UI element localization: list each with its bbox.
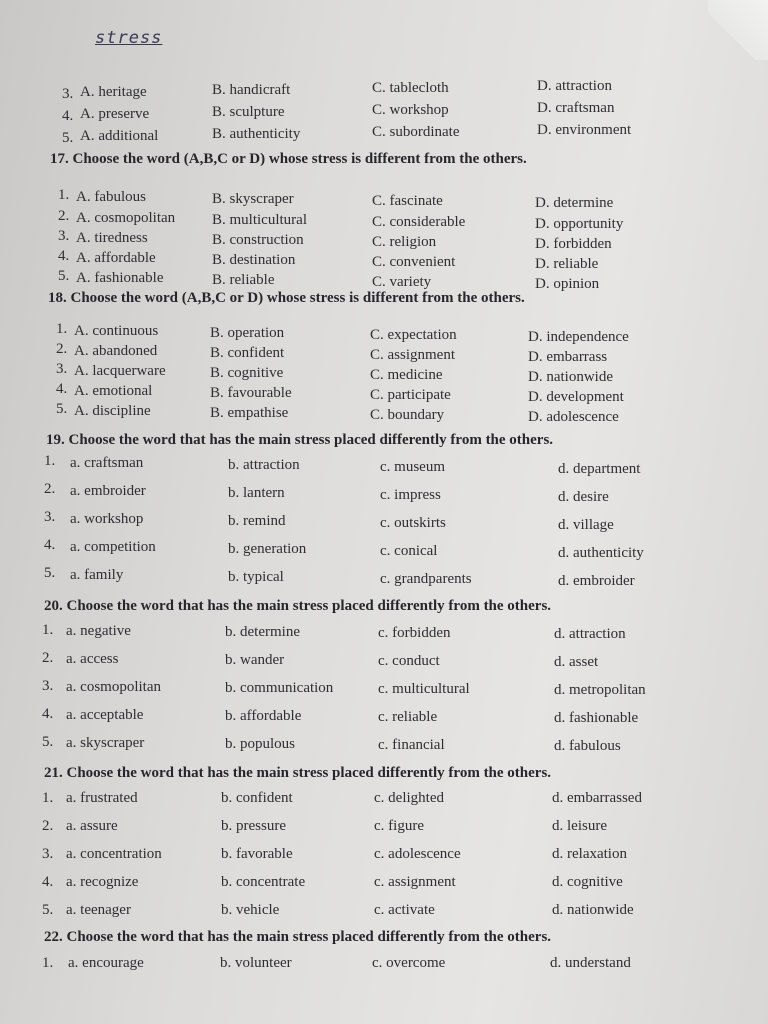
option-d: d. village bbox=[558, 517, 614, 533]
option-b: b. favorable bbox=[221, 846, 293, 862]
question-number: 2. bbox=[56, 341, 68, 357]
option-b: B. reliable bbox=[212, 272, 275, 288]
question-number: 1. bbox=[42, 790, 54, 806]
question-row bbox=[0, 228, 768, 252]
option-b: b. populous bbox=[225, 736, 296, 752]
option-d: D. development bbox=[528, 389, 624, 405]
option-b: b. concentrate bbox=[221, 874, 306, 890]
question-number: 3. bbox=[42, 678, 54, 694]
option-d: d. cognitive bbox=[552, 874, 623, 890]
question-number: 5. bbox=[62, 130, 74, 146]
question-number: 5. bbox=[42, 734, 54, 750]
option-a: a. teenager bbox=[66, 902, 131, 918]
option-b: B. handicraft bbox=[212, 82, 291, 98]
question-row bbox=[0, 565, 768, 589]
option-c: C. religion bbox=[372, 234, 437, 250]
option-b: B. authenticity bbox=[212, 126, 301, 142]
option-a: a. recognize bbox=[66, 874, 139, 890]
option-a: A. additional bbox=[80, 128, 159, 144]
option-c: C. tablecloth bbox=[372, 80, 449, 96]
option-b: b. determine bbox=[225, 624, 300, 640]
option-b: B. construction bbox=[212, 232, 304, 248]
option-a: A. fabulous bbox=[76, 189, 146, 205]
question-row bbox=[0, 818, 768, 838]
question-number: 2. bbox=[44, 481, 56, 497]
question-number: 3. bbox=[56, 361, 68, 377]
option-a: a. concentration bbox=[66, 846, 162, 862]
option-b: B. sculpture bbox=[212, 104, 285, 120]
option-d: d. asset bbox=[554, 654, 599, 670]
option-d: D. attraction bbox=[537, 78, 612, 94]
question-row bbox=[0, 846, 768, 866]
question-number: 3. bbox=[58, 228, 70, 244]
option-b: b. attraction bbox=[228, 457, 300, 473]
question-number: 5. bbox=[58, 268, 70, 284]
option-c: C. subordinate bbox=[372, 124, 460, 140]
option-a: a. skyscraper bbox=[66, 735, 145, 751]
question-number: 3. bbox=[44, 509, 56, 525]
option-c: c. outskirts bbox=[380, 515, 446, 531]
question-row bbox=[0, 678, 768, 698]
section-heading: 20. Choose the word that has the main stress placed differently from the others. bbox=[44, 598, 552, 614]
question-number: 2. bbox=[42, 650, 54, 666]
option-d: d. desire bbox=[558, 489, 609, 505]
section-heading: 22. Choose the word that has the main stress placed differently from the others. bbox=[44, 929, 552, 945]
question-row bbox=[0, 509, 768, 533]
option-c: C. workshop bbox=[372, 102, 449, 118]
question-row bbox=[0, 361, 768, 385]
question-row bbox=[0, 706, 768, 726]
option-a: a. encourage bbox=[68, 955, 144, 971]
option-a: a. family bbox=[70, 567, 124, 583]
option-a: a. negative bbox=[66, 623, 131, 639]
question-row bbox=[0, 381, 768, 405]
option-d: d. attraction bbox=[554, 626, 626, 642]
option-c: c. assignment bbox=[374, 874, 456, 890]
question-row bbox=[0, 321, 768, 345]
question-row bbox=[0, 248, 768, 272]
question-row bbox=[0, 122, 768, 150]
option-a: A. emotional bbox=[74, 383, 153, 399]
option-c: C. expectation bbox=[370, 327, 457, 343]
option-c: c. museum bbox=[380, 459, 445, 475]
option-c: c. multicultural bbox=[378, 681, 470, 697]
question-number: 4. bbox=[44, 537, 56, 553]
option-d: d. fashionable bbox=[554, 710, 639, 726]
question-number: 1. bbox=[44, 453, 56, 469]
question-row bbox=[0, 453, 768, 477]
question-row bbox=[0, 650, 768, 670]
handwritten-note: stress bbox=[95, 28, 163, 48]
question-row bbox=[0, 955, 768, 975]
option-d: D. reliable bbox=[535, 256, 599, 272]
option-b: B. favourable bbox=[210, 385, 292, 401]
question-row bbox=[0, 902, 768, 922]
option-b: b. typical bbox=[228, 569, 284, 585]
question-number: 2. bbox=[58, 208, 70, 224]
option-a: A. tiredness bbox=[76, 230, 148, 246]
option-a: a. access bbox=[66, 651, 119, 667]
question-number: 3. bbox=[62, 86, 74, 102]
option-b: b. affordable bbox=[225, 708, 302, 724]
option-c: c. grandparents bbox=[380, 571, 472, 587]
option-d: D. determine bbox=[535, 195, 614, 211]
option-d: D. opportunity bbox=[535, 216, 624, 232]
option-a: A. discipline bbox=[74, 403, 151, 419]
question-number: 1. bbox=[58, 187, 70, 203]
option-c: c. adolescence bbox=[374, 846, 461, 862]
option-a: A. affordable bbox=[76, 250, 156, 266]
option-d: d. leisure bbox=[552, 818, 607, 834]
question-row bbox=[0, 208, 768, 232]
question-row bbox=[0, 537, 768, 561]
option-c: C. assignment bbox=[370, 347, 455, 363]
option-d: d. authenticity bbox=[558, 545, 644, 561]
question-row bbox=[0, 790, 768, 810]
option-a: a. workshop bbox=[70, 511, 144, 527]
option-d: d. relaxation bbox=[552, 846, 627, 862]
option-a: a. craftsman bbox=[70, 455, 144, 471]
question-row bbox=[0, 187, 768, 211]
option-c: C. boundary bbox=[370, 407, 445, 423]
option-d: d. nationwide bbox=[552, 902, 634, 918]
option-c: c. activate bbox=[374, 902, 435, 918]
option-b: B. destination bbox=[212, 252, 296, 268]
question-row bbox=[0, 622, 768, 642]
option-b: b. wander bbox=[225, 652, 285, 668]
section-heading: 18. Choose the word (A,B,C or D) whose stress is different from the others. bbox=[48, 290, 525, 306]
option-d: d. fabulous bbox=[554, 738, 621, 754]
option-d: D. adolescence bbox=[528, 409, 619, 425]
question-number: 4. bbox=[58, 248, 70, 264]
option-c: c. financial bbox=[378, 737, 445, 753]
option-d: d. embroider bbox=[558, 573, 635, 589]
option-b: B. confident bbox=[210, 345, 285, 361]
question-row bbox=[0, 734, 768, 754]
option-b: b. communication bbox=[225, 680, 334, 696]
question-number: 5. bbox=[42, 902, 54, 918]
option-a: A. lacquerware bbox=[74, 363, 166, 379]
option-d: d. metropolitan bbox=[554, 682, 646, 698]
option-b: B. cognitive bbox=[210, 365, 284, 381]
option-d: d. embarrassed bbox=[552, 790, 642, 806]
option-a: A. preserve bbox=[80, 106, 150, 122]
option-c: C. participate bbox=[370, 387, 451, 403]
option-c: c. overcome bbox=[372, 955, 446, 971]
option-c: c. conduct bbox=[378, 653, 440, 669]
option-a: a. frustrated bbox=[66, 790, 138, 806]
option-d: D. craftsman bbox=[537, 100, 615, 116]
question-row bbox=[0, 874, 768, 894]
option-c: c. conical bbox=[380, 543, 438, 559]
section-heading: 19. Choose the word that has the main stress placed differently from the others. bbox=[46, 432, 554, 448]
option-b: B. skyscraper bbox=[212, 191, 294, 207]
option-c: c. delighted bbox=[374, 790, 444, 806]
option-a: a. cosmopolitan bbox=[66, 679, 161, 695]
question-row bbox=[0, 341, 768, 365]
question-number: 4. bbox=[56, 381, 68, 397]
question-number: 4. bbox=[42, 874, 54, 890]
option-b: b. vehicle bbox=[221, 902, 280, 918]
option-b: B. multicultural bbox=[212, 212, 307, 228]
option-d: D. independence bbox=[528, 329, 629, 345]
option-c: c. reliable bbox=[378, 709, 438, 725]
option-b: B. empathise bbox=[210, 405, 289, 421]
question-number: 1. bbox=[42, 622, 54, 638]
option-a: a. embroider bbox=[70, 483, 146, 499]
option-d: D. opinion bbox=[535, 276, 600, 292]
option-c: c. impress bbox=[380, 487, 441, 503]
option-a: a. competition bbox=[70, 539, 156, 555]
question-number: 4. bbox=[42, 706, 54, 722]
section-heading: 21. Choose the word that has the main stress placed differently from the others. bbox=[44, 765, 552, 781]
option-b: b. lantern bbox=[228, 485, 285, 501]
question-number: 2. bbox=[42, 818, 54, 834]
question-number: 5. bbox=[56, 401, 68, 417]
question-row bbox=[0, 481, 768, 505]
question-row bbox=[0, 268, 768, 292]
option-b: b. confident bbox=[221, 790, 293, 806]
option-d: D. embarrass bbox=[528, 349, 608, 365]
option-c: C. considerable bbox=[372, 214, 466, 230]
question-number: 1. bbox=[56, 321, 68, 337]
question-number: 3. bbox=[42, 846, 54, 862]
option-c: c. forbidden bbox=[378, 625, 451, 641]
option-b: b. volunteer bbox=[220, 955, 292, 971]
question-row bbox=[0, 401, 768, 425]
option-d: D. forbidden bbox=[535, 236, 612, 252]
question-number: 1. bbox=[42, 955, 54, 971]
option-b: b. remind bbox=[228, 513, 286, 529]
option-c: C. medicine bbox=[370, 367, 443, 383]
option-c: C. variety bbox=[372, 274, 432, 290]
option-d: D. nationwide bbox=[528, 369, 613, 385]
option-a: A. abandoned bbox=[74, 343, 158, 359]
option-b: b. pressure bbox=[221, 818, 286, 834]
page-corner bbox=[708, 0, 768, 60]
option-a: a. assure bbox=[66, 818, 118, 834]
option-c: C. fascinate bbox=[372, 193, 443, 209]
option-c: c. figure bbox=[374, 818, 424, 834]
question-number: 4. bbox=[62, 108, 74, 124]
option-b: B. operation bbox=[210, 325, 285, 341]
option-a: A. fashionable bbox=[76, 270, 164, 286]
option-a: A. cosmopolitan bbox=[76, 210, 176, 226]
option-d: d. department bbox=[558, 461, 641, 477]
option-d: D. environment bbox=[537, 122, 632, 138]
option-a: a. acceptable bbox=[66, 707, 144, 723]
option-c: C. convenient bbox=[372, 254, 456, 270]
option-b: b. generation bbox=[228, 541, 307, 557]
section-heading: 17. Choose the word (A,B,C or D) whose stress is different from the others. bbox=[50, 151, 527, 167]
option-a: A. heritage bbox=[80, 84, 147, 100]
option-d: d. understand bbox=[550, 955, 631, 971]
question-number: 5. bbox=[44, 565, 56, 581]
option-a: A. continuous bbox=[74, 323, 159, 339]
